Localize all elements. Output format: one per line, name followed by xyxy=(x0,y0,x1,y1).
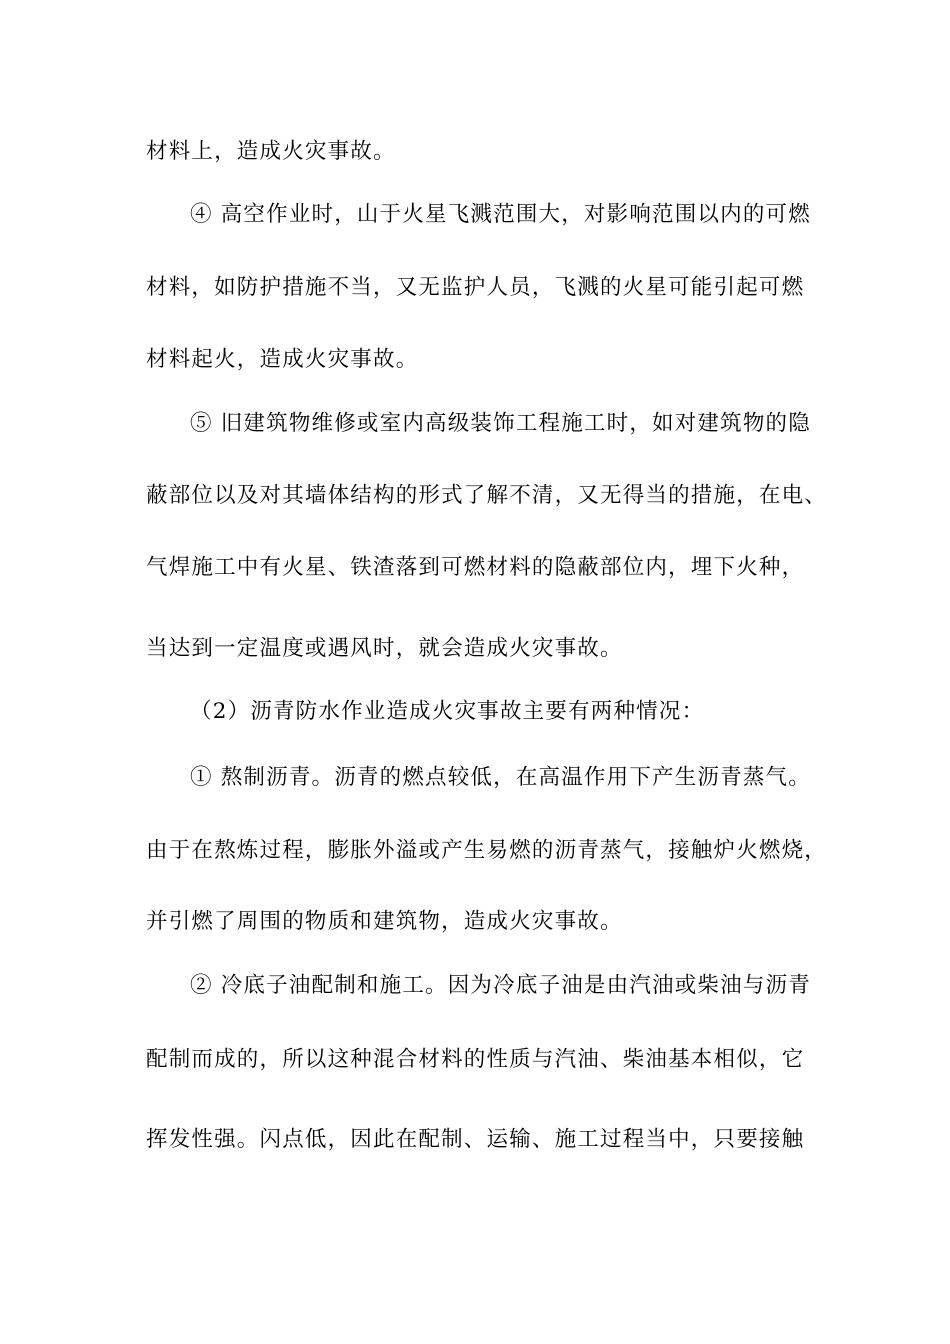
text-line: 由于在熬炼过程，膨胀外溢或产生易燃的沥青蒸气，接触炉火燃烧， xyxy=(146,838,828,863)
text-line: 当达到一定温度或遇风时，就会造成火灾事故。 xyxy=(146,636,623,661)
text-line: 材料，如防护措施不当，又无监护人员，飞溅的火星可能引起可燃 xyxy=(146,275,805,300)
text-line: 并引燃了周围的物质和建筑物，造成火灾事故。 xyxy=(146,909,623,934)
text-line: ① 熬制沥青。沥青的燃点较低，在高温作用下产生沥青蒸气。 xyxy=(190,765,811,790)
text-line: ② 冷底子油配制和施工。因为冷底子油是由汽油或柴油与沥青 xyxy=(190,973,811,998)
text-line: ④ 高空作业时，山于火星飞溅范围大，对影响范围以内的可燃 xyxy=(190,202,811,227)
text-line: 蔽部位以及对其墙体结构的形式了解不清，又无得当的措施，在电、 xyxy=(146,483,828,508)
section-heading: （2）沥青防水作业造成火灾事故主要有两种情况： xyxy=(190,699,705,724)
text-line: 材料起火，造成火灾事故。 xyxy=(146,347,419,372)
text-line: ⑤ 旧建筑物维修或室内高级装饰工程施工时，如对建筑物的隐 xyxy=(190,411,811,436)
text-line: 气焊施工中有火星、铁渣落到可燃材料的隐蔽部位内，埋下火种， xyxy=(146,555,805,580)
text-line: 挥发性强。闪点低，因此在配制、运输、施工过程当中，只要接触 xyxy=(146,1127,805,1152)
text-line: 配制而成的，所以这种混合材料的性质与汽油、柴油基本相似，它 xyxy=(146,1047,805,1072)
text-line: 材料上，造成火灾事故。 xyxy=(146,139,396,164)
